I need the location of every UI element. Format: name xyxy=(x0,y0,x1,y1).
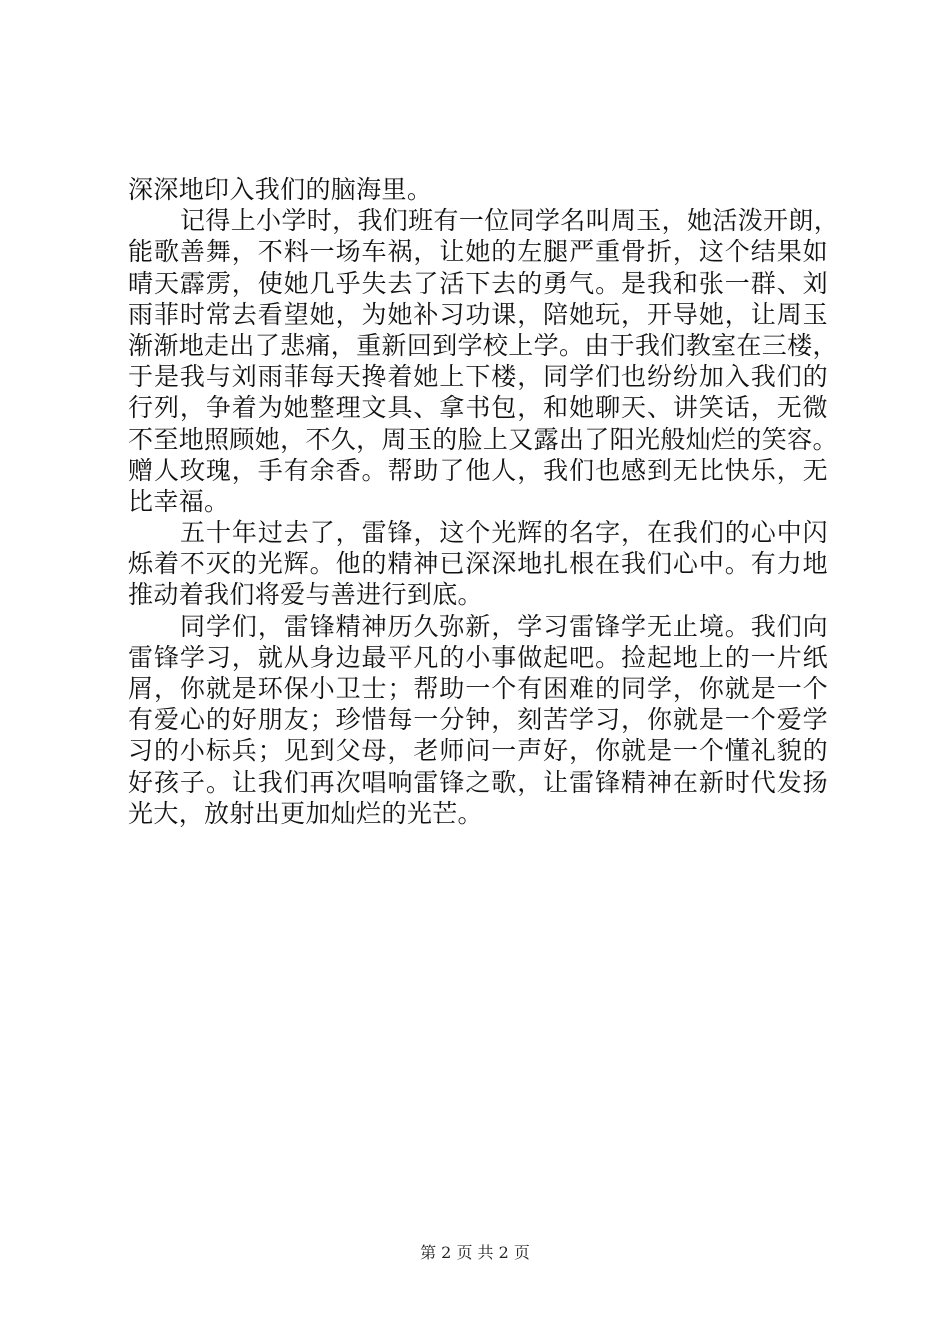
paragraph-first-line: 同学们，雷锋精神历久弥新，学习雷锋学无止境。我们向 xyxy=(180,611,828,641)
body-text xyxy=(128,174,840,829)
text-line: 雷锋学习，就从身边最平凡的小事做起吧。捡起地上的一片纸 xyxy=(128,642,828,672)
text-line: 赠人玫瑰，手有余香。帮助了他人，我们也感到无比快乐，无 xyxy=(128,455,828,485)
text-line: 晴天霹雳，使她几乎失去了活下去的勇气。是我和张一群、刘 xyxy=(128,268,828,298)
text-line: 习的小标兵；见到父母，老师问一声好，你就是一个懂礼貌的 xyxy=(128,736,828,766)
text-line: 烁着不灭的光辉。他的精神已深深地扎根在我们心中。有力地 xyxy=(128,549,828,579)
text-line: 推动着我们将爱与善进行到底。 xyxy=(128,580,483,610)
text-line: 不至地照顾她，不久，周玉的脸上又露出了阳光般灿烂的笑容。 xyxy=(128,424,838,454)
text-line: 屑，你就是环保小卫士；帮助一个有困难的同学，你就是一个 xyxy=(128,674,828,703)
text-line: 行列，争着为她整理文具、拿书包，和她聊天、讲笑话，无微 xyxy=(128,393,828,423)
text-line: 于是我与刘雨菲每天搀着她上下楼，同学们也纷纷加入我们的 xyxy=(128,362,828,392)
text-line: 能歌善舞，不料一场车祸，让她的左腿严重骨折，这个结果如 xyxy=(128,237,828,267)
text-line: 渐渐地走出了悲痛，重新回到学校上学。由于我们教室在三楼， xyxy=(128,330,838,360)
paragraph-first-line: 记得上小学时，我们班有一位同学名叫周玉，她活泼开朗， xyxy=(180,206,840,236)
text-line: 有爱心的好朋友；珍惜每一分钟，刻苦学习，你就是一个爱学 xyxy=(128,705,828,735)
text-line: 深深地印入我们的脑海里。 xyxy=(128,175,433,204)
text-line: 光大，放射出更加灿烂的光芒。 xyxy=(128,798,483,828)
paragraph-first-line: 五十年过去了，雷锋，这个光辉的名字，在我们的心中闪 xyxy=(180,518,828,548)
page-footer: 第 2 页 共 2 页 xyxy=(420,1243,530,1262)
text-line: 好孩子。让我们再次唱响雷锋之歌，让雷锋精神在新时代发扬 xyxy=(128,767,828,797)
text-line: 雨菲时常去看望她，为她补习功课，陪她玩，开导她，让周玉 xyxy=(128,299,828,329)
text-line: 比幸福。 xyxy=(128,486,230,516)
